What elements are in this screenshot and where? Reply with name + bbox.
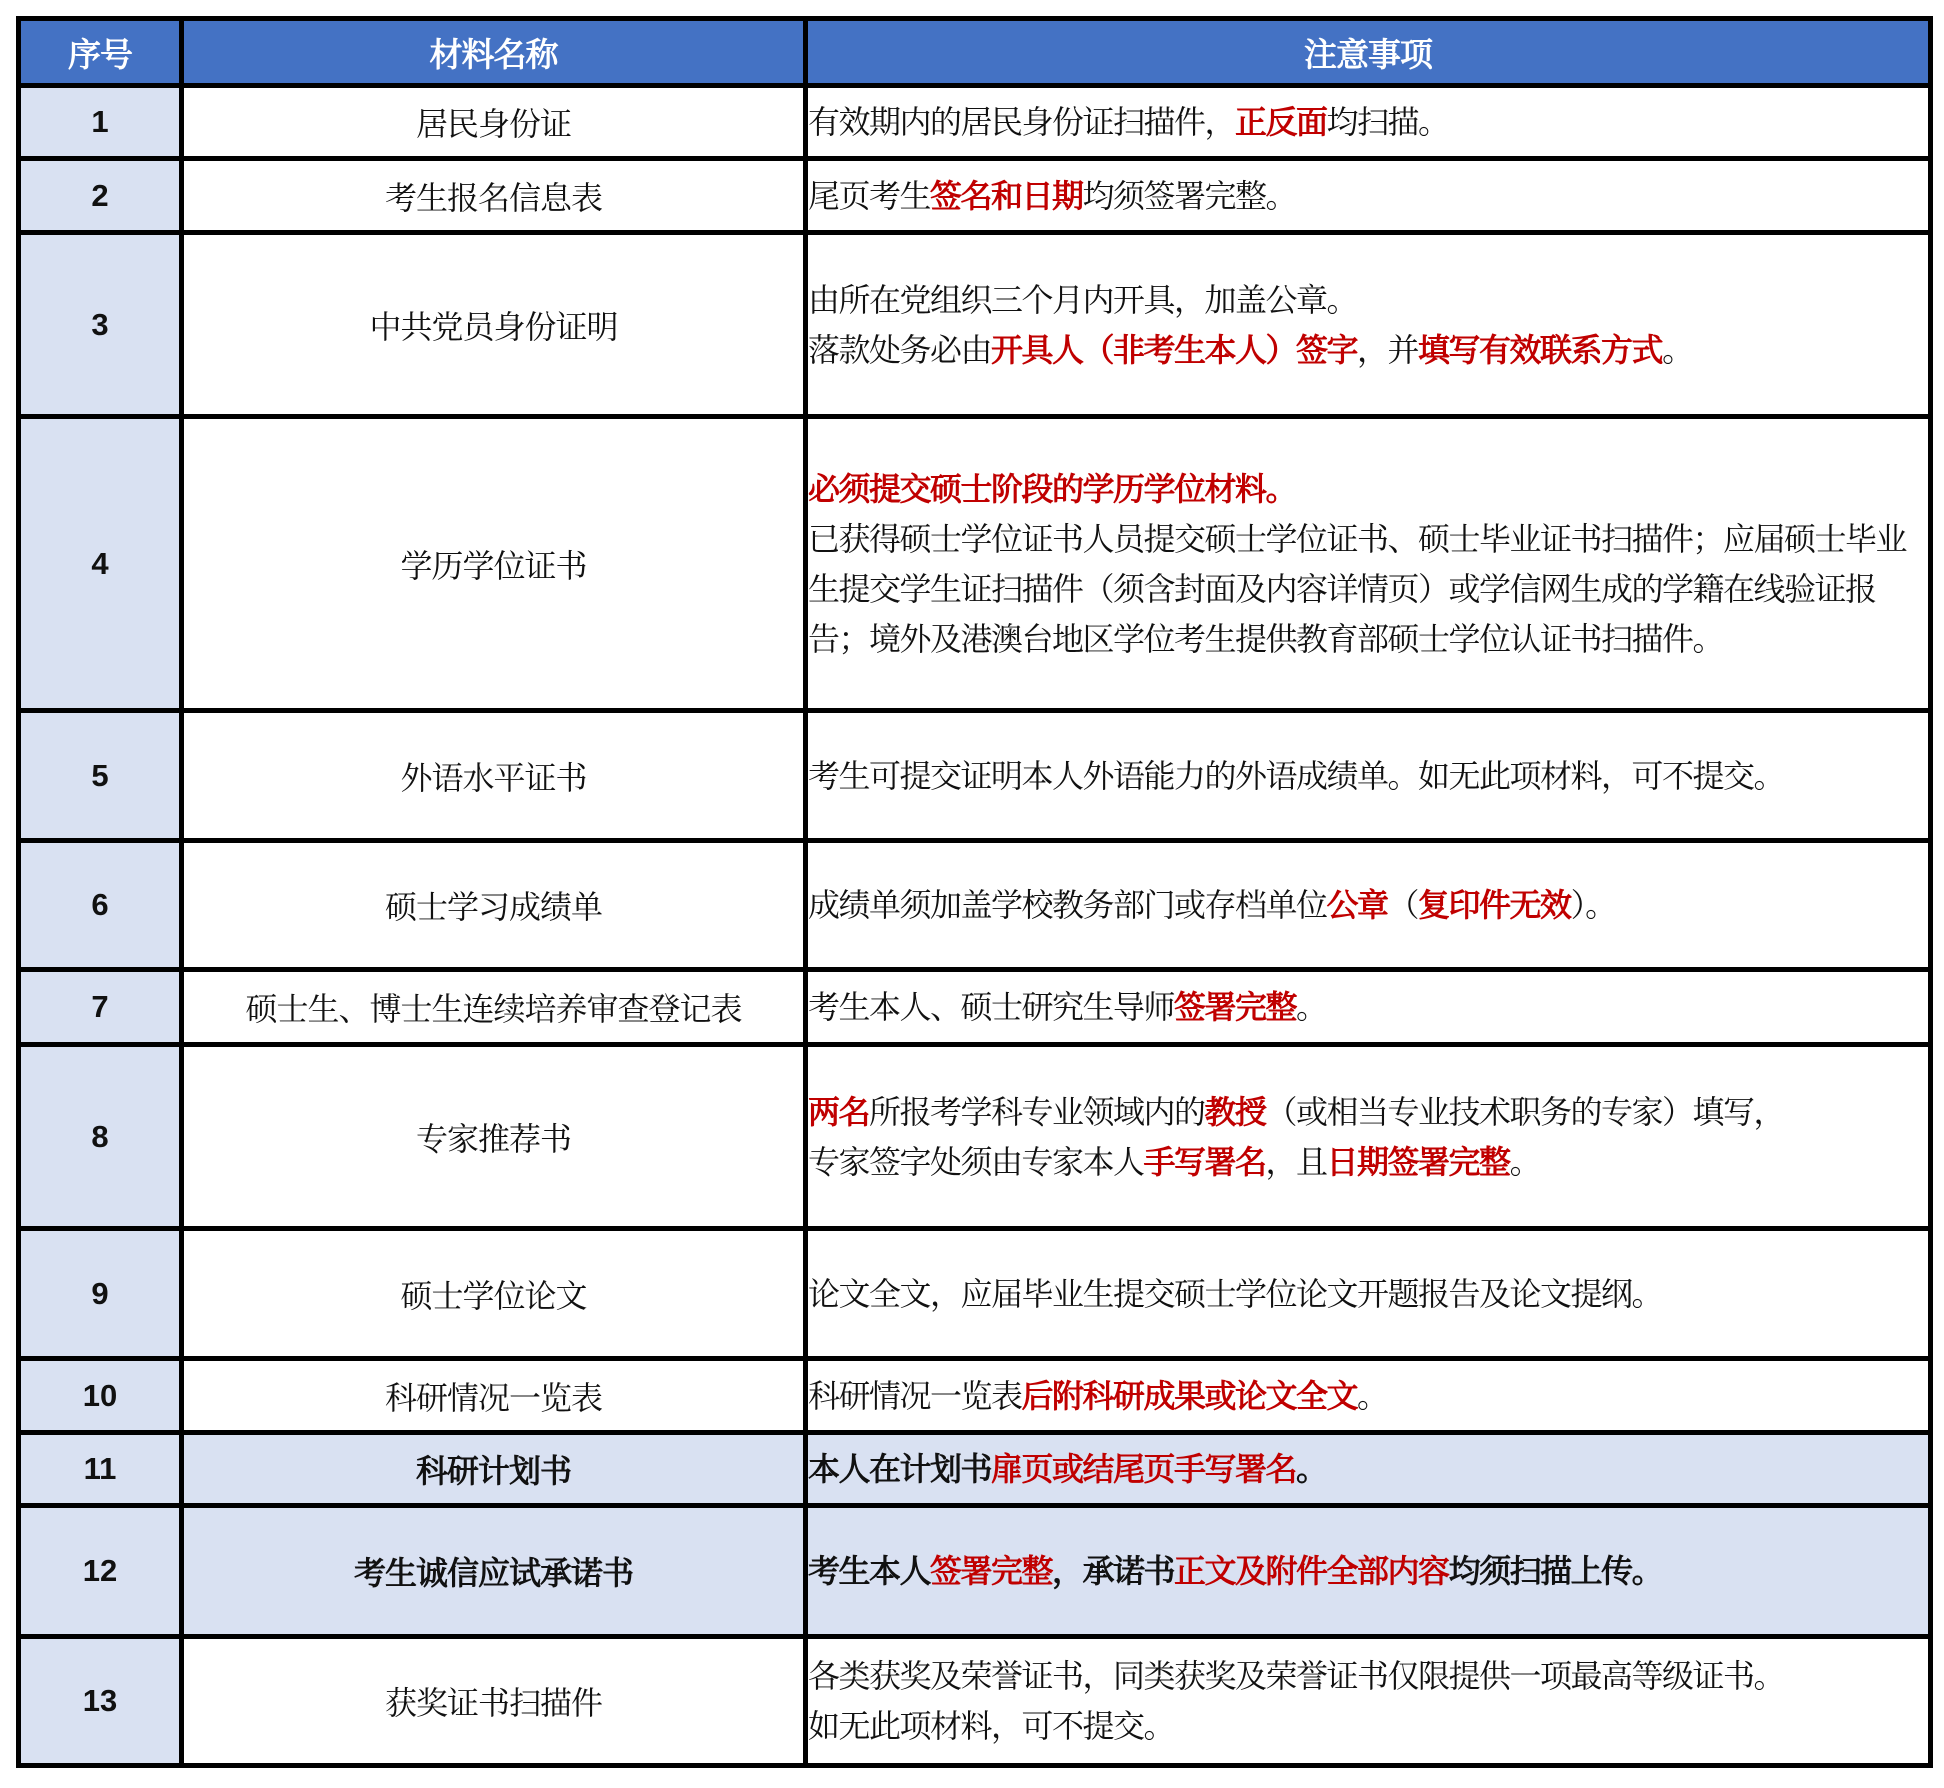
row-index: 11 (19, 1433, 182, 1506)
note-text: ，并 (1357, 331, 1419, 368)
note-emphasis: 正文及附件全部内容 (1174, 1553, 1449, 1589)
material-name: 居民身份证 (182, 86, 806, 159)
note-line (808, 880, 1928, 930)
material-note (806, 417, 1931, 711)
table-row (19, 233, 1931, 417)
material-name: 硕士学习成绩单 (182, 841, 806, 970)
note-line (808, 982, 1928, 1032)
note-line (808, 171, 1928, 221)
note-line (808, 1444, 1928, 1494)
note-emphasis: 正反面 (1235, 104, 1327, 140)
note-text: 成绩单须加盖学校教务部门或存档单位 (808, 887, 1327, 923)
material-note (806, 86, 1931, 159)
note-text: 尾页考生 (808, 177, 931, 214)
header-material-name: 材料名称 (182, 19, 806, 86)
note-line (808, 464, 1928, 514)
note-text: 已获得硕士学位证书人员提交硕士学位证书、硕士毕业证书扫描件；应届硕士毕业生提交学生证扫描件（须含封面及内容详情页）或学信网生成的学籍在线验证报告；境外及港澳台地区学位考生提供教育部硕士学位认证书扫描件。 (808, 520, 1907, 657)
row-index: 7 (19, 970, 182, 1045)
material-name: 科研计划书 (182, 1433, 806, 1506)
note-line (808, 1269, 1928, 1319)
note-text: 。 (1509, 1143, 1541, 1180)
note-text: 。 (1296, 989, 1327, 1025)
material-note (806, 1229, 1931, 1359)
material-name: 学历学位证书 (182, 417, 806, 711)
table-row (19, 86, 1931, 159)
note-text: 论文全文，应届毕业生提交硕士学位论文开题报告及论文提纲。 (808, 1275, 1663, 1312)
note-text: ，且 (1265, 1143, 1327, 1180)
note-text: 如无此项材料，可不提交。 (808, 1708, 1175, 1744)
note-text: 本人在计划书 (808, 1451, 992, 1487)
table-row (19, 1637, 1931, 1766)
note-emphasis: 手写署名 (1143, 1143, 1266, 1180)
note-text: ）。 (1570, 887, 1616, 923)
material-note (806, 841, 1931, 970)
note-text: 考生可提交证明本人外语能力的外语成绩单。如无此项材料，可不提交。 (808, 757, 1785, 794)
material-name: 硕士生、博士生连续培养审查登记表 (182, 970, 806, 1045)
material-note (806, 159, 1931, 233)
note-text: （ (1387, 887, 1419, 923)
material-note (806, 1359, 1931, 1433)
note-emphasis: 日期签署完整 (1326, 1143, 1510, 1180)
table-row (19, 711, 1931, 841)
table-row (19, 1506, 1931, 1637)
note-text: 科研情况一览表 (808, 1377, 1022, 1414)
note-line (808, 1651, 1928, 1701)
material-name: 考生报名信息表 (182, 159, 806, 233)
material-note (806, 1506, 1931, 1637)
note-emphasis: 必须提交硕士阶段的学历学位材料。 (808, 470, 1297, 507)
note-line (808, 1137, 1928, 1187)
table-row (19, 841, 1931, 970)
note-emphasis: 签名和日期 (930, 177, 1083, 214)
note-text: 均须扫描上传。 (1448, 1553, 1663, 1589)
material-name: 中共党员身份证明 (182, 233, 806, 417)
material-note (806, 711, 1931, 841)
row-index: 3 (19, 233, 182, 417)
note-emphasis: 签署完整 (1174, 989, 1297, 1025)
note-emphasis: 签署完整 (930, 1553, 1053, 1589)
note-text: 有效期内的居民身份证扫描件， (808, 104, 1236, 140)
header-index: 序号 (19, 19, 182, 86)
row-index: 4 (19, 417, 182, 711)
row-index: 8 (19, 1045, 182, 1229)
table-row (19, 417, 1931, 711)
note-text: ，承诺书 (1052, 1553, 1175, 1589)
table-row (19, 970, 1931, 1045)
table-row (19, 1229, 1931, 1359)
note-line (808, 1701, 1928, 1751)
note-text: 。 (1662, 331, 1693, 368)
note-text: 均须签署完整。 (1082, 177, 1297, 214)
materials-table (16, 16, 1933, 1768)
material-name: 专家推荐书 (182, 1045, 806, 1229)
note-emphasis: 公章 (1326, 887, 1388, 923)
note-emphasis: 两名 (808, 1093, 870, 1130)
row-index: 12 (19, 1506, 182, 1637)
note-line (808, 514, 1928, 664)
note-line (808, 275, 1928, 325)
note-text: 所报考学科专业领域内的 (869, 1093, 1205, 1130)
table-row (19, 1045, 1931, 1229)
note-emphasis: 后附科研成果或论文全文 (1021, 1377, 1358, 1414)
material-name: 外语水平证书 (182, 711, 806, 841)
table-row (19, 1433, 1931, 1506)
row-index: 6 (19, 841, 182, 970)
note-line (808, 1087, 1928, 1137)
note-text: 考生本人 (808, 1553, 931, 1589)
note-text: 落款处务必由 (808, 331, 992, 368)
row-index: 1 (19, 86, 182, 159)
note-emphasis: 填写有效联系方式 (1418, 331, 1663, 368)
table-row (19, 1359, 1931, 1433)
material-name: 考生诚信应试承诺书 (182, 1506, 806, 1637)
note-text: 各类获奖及荣誉证书，同类获奖及荣誉证书仅限提供一项最高等级证书。 (808, 1658, 1785, 1694)
note-text: 由所在党组织三个月内开具，加盖公章。 (808, 281, 1358, 318)
note-text: 。 (1357, 1377, 1388, 1414)
note-text: （或相当专业技术职务的专家）填写， (1265, 1093, 1785, 1130)
note-text: 均扫描。 (1326, 104, 1449, 140)
note-text: 考生本人、硕士研究生导师 (808, 989, 1175, 1025)
row-index: 9 (19, 1229, 182, 1359)
material-note (806, 970, 1931, 1045)
header-notes: 注意事项 (806, 19, 1931, 86)
note-emphasis: 开具人（非考生本人）签字 (991, 331, 1358, 368)
material-note (806, 1637, 1931, 1766)
note-emphasis: 复印件无效 (1418, 887, 1571, 923)
material-name: 硕士学位论文 (182, 1229, 806, 1359)
material-name: 科研情况一览表 (182, 1359, 806, 1433)
note-line (808, 97, 1928, 147)
material-name: 获奖证书扫描件 (182, 1637, 806, 1766)
row-index: 13 (19, 1637, 182, 1766)
note-line (808, 751, 1928, 801)
note-line (808, 325, 1928, 375)
note-emphasis: 教授 (1204, 1093, 1266, 1130)
material-note (806, 1433, 1931, 1506)
note-emphasis: 扉页或结尾页手写署名 (991, 1451, 1297, 1487)
row-index: 2 (19, 159, 182, 233)
material-note (806, 233, 1931, 417)
header-row (19, 19, 1931, 86)
note-line (808, 1546, 1928, 1596)
row-index: 5 (19, 711, 182, 841)
note-line (808, 1371, 1928, 1421)
table-row (19, 159, 1931, 233)
note-text: 专家签字处须由专家本人 (808, 1143, 1144, 1180)
row-index: 10 (19, 1359, 182, 1433)
material-note (806, 1045, 1931, 1229)
table-body (19, 86, 1931, 1766)
note-text: 。 (1296, 1451, 1327, 1487)
